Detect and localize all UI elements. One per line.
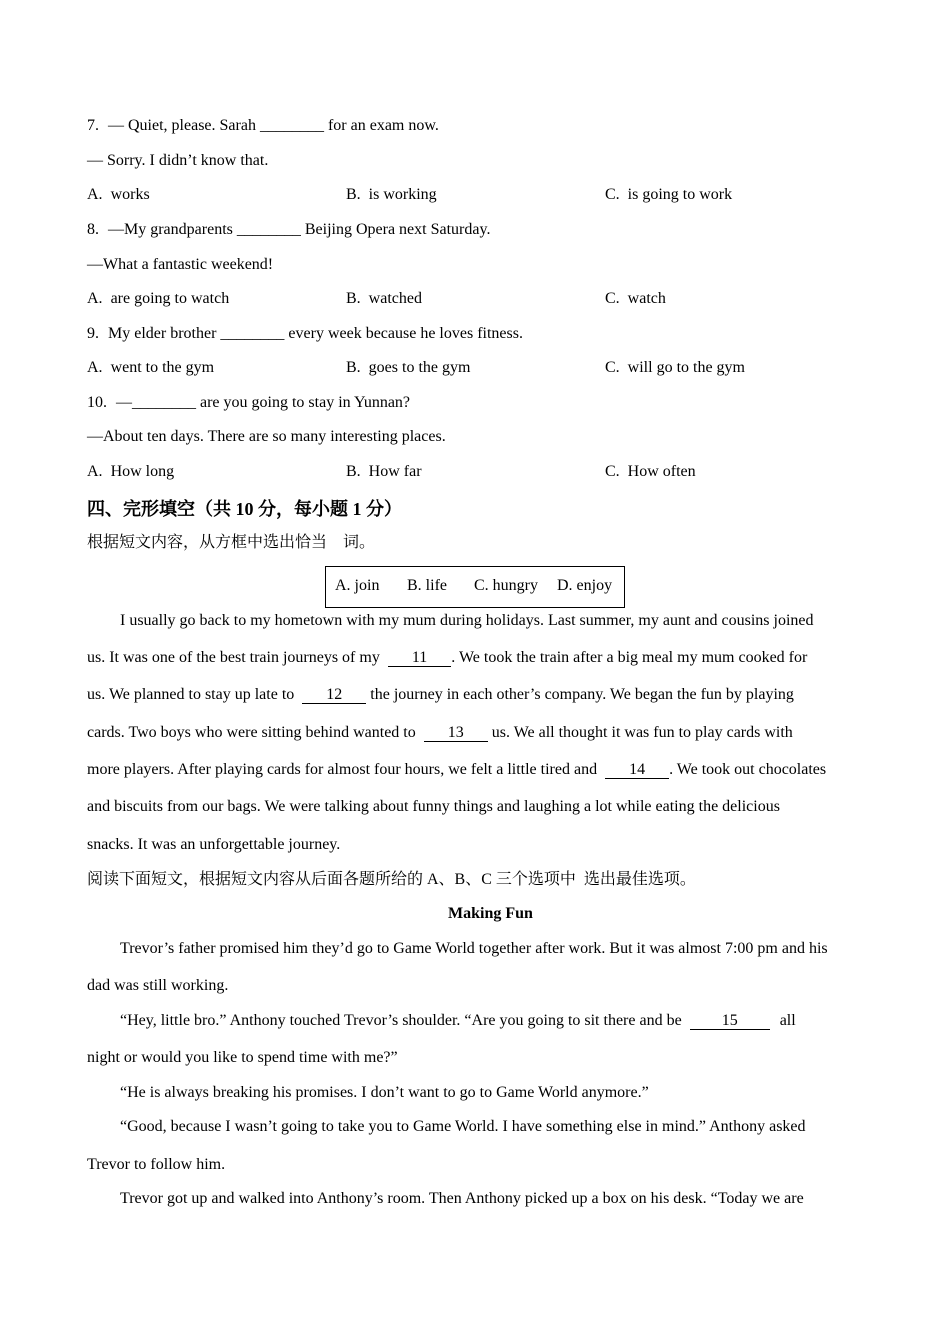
option-letter: B. xyxy=(346,186,361,203)
option-letter: A. xyxy=(87,463,103,480)
blank-13 xyxy=(424,725,488,742)
question-10-option-b xyxy=(346,462,422,482)
question-7-option-c xyxy=(605,185,732,205)
story-line: night or would you like to spend time with me?” xyxy=(87,1049,398,1066)
option-letter: C. xyxy=(605,463,620,480)
option-text: watched xyxy=(368,290,422,307)
option-text: How often xyxy=(627,463,696,480)
story-line: Trevor got up and walked into Anthony’s room. Then Anthony picked up a box on his desk. “Today we are xyxy=(120,1190,804,1207)
line-text: . We took the train after a big meal my mum cooked for xyxy=(451,649,808,666)
blank-11 xyxy=(388,650,451,667)
line-text: . We took out chocolates xyxy=(669,761,827,778)
passage-line xyxy=(87,723,793,743)
line-text: all xyxy=(775,1012,796,1029)
option-text: How long xyxy=(110,463,175,480)
blank-number: 12 xyxy=(326,686,343,703)
question-7-stem xyxy=(87,116,439,136)
option-letter: B. xyxy=(346,463,361,480)
question-number: 7. xyxy=(87,117,99,134)
story-title: Making Fun xyxy=(448,905,533,922)
question-9-option-a xyxy=(87,358,214,378)
option-letter: B. xyxy=(346,290,361,307)
question-7-option-b xyxy=(346,185,437,205)
option-letter: A. xyxy=(87,186,103,203)
option-text: works xyxy=(110,186,150,203)
question-7-option-a xyxy=(87,185,150,205)
option-text: is working xyxy=(368,186,437,203)
question-text: — Quiet, please. Sarah ________ for an exam now. xyxy=(108,117,439,134)
blank-12 xyxy=(302,687,366,704)
blank-number: 15 xyxy=(721,1012,738,1029)
word-option-b: B. life xyxy=(407,577,447,594)
question-9-option-c xyxy=(605,358,745,378)
story-line: dad was still working. xyxy=(87,977,229,994)
passage-line xyxy=(87,648,807,668)
line-text: more players. After playing cards for almost four hours, we felt a little tired and xyxy=(87,761,602,778)
option-text: watch xyxy=(627,290,666,307)
option-text: goes to the gym xyxy=(368,359,471,376)
story-line: “Good, because I wasn’t going to take you to Game World. I have something else in mind.” Anthony asked xyxy=(120,1118,806,1135)
blank-15 xyxy=(690,1013,770,1030)
option-text: are going to watch xyxy=(110,290,230,307)
option-letter: A. xyxy=(87,290,103,307)
question-8-stem xyxy=(87,220,490,240)
question-8-reply: —What a fantastic weekend! xyxy=(87,256,274,273)
word-box xyxy=(325,566,625,608)
blank-number: 14 xyxy=(629,761,646,778)
story-line: Trevor to follow him. xyxy=(87,1156,226,1173)
question-8-option-b xyxy=(346,289,422,309)
word-option-c: C. hungry xyxy=(474,577,538,594)
reading-instruction: 阅读下面短文，根据短文内容从后面各题所给的 A、B、C 三个选项中 选出最佳选项。 xyxy=(87,871,696,888)
passage-line xyxy=(87,685,794,705)
question-text: —________ are you going to stay in Yunnan? xyxy=(116,394,411,411)
line-text: us. We all thought it was fun to play cards with xyxy=(487,724,793,741)
option-text: went to the gym xyxy=(110,359,215,376)
question-10-stem xyxy=(87,393,410,413)
question-9-stem xyxy=(87,324,523,344)
question-number: 8. xyxy=(87,221,99,238)
line-text: cards. Two boys who were sitting behind wanted to xyxy=(87,724,420,741)
passage-line: I usually go back to my hometown with my mum during holidays. Last summer, my aunt and cousins joined xyxy=(120,612,814,629)
question-text: My elder brother ________ every week because he loves fitness. xyxy=(108,325,523,342)
question-9-option-b xyxy=(346,358,470,378)
section-heading: 四、完形填空（共 10 分，每小题 1 分） xyxy=(87,499,402,519)
line-text: the journey in each other’s company. We began the fun by playing xyxy=(366,686,794,703)
word-option-a: A. join xyxy=(335,577,380,594)
option-text: How far xyxy=(368,463,422,480)
question-8-option-c xyxy=(605,289,666,309)
blank-number: 11 xyxy=(411,649,428,666)
line-text: us. It was one of the best train journeys of my xyxy=(87,649,384,666)
question-7-reply: — Sorry. I didn’t know that. xyxy=(87,152,269,169)
passage-line: and biscuits from our bags. We were talking about funny things and laughing a lot while eating the delicious xyxy=(87,798,780,815)
question-8-option-a xyxy=(87,289,229,309)
question-10-option-a xyxy=(87,462,174,482)
word-option-d: D. enjoy xyxy=(557,577,613,594)
line-text: us. We planned to stay up late to xyxy=(87,686,299,703)
question-10-reply: —About ten days. There are so many interesting places. xyxy=(87,428,446,445)
option-letter: C. xyxy=(605,359,620,376)
story-line: Trevor’s father promised him they’d go to Game World together after work. But it was almost 7:00 pm and his xyxy=(120,940,828,957)
line-text: “Hey, little bro.” Anthony touched Trevor’s shoulder. “Are you going to sit there and be xyxy=(120,1012,686,1029)
question-10-option-c xyxy=(605,462,696,482)
option-text: is going to work xyxy=(627,186,733,203)
option-letter: B. xyxy=(346,359,361,376)
story-line: “He is always breaking his promises. I don’t want to go to Game World anymore.” xyxy=(120,1084,649,1101)
option-letter: C. xyxy=(605,186,620,203)
passage-line xyxy=(87,760,826,780)
blank-number: 13 xyxy=(447,724,464,741)
option-letter: A. xyxy=(87,359,103,376)
question-text: —My grandparents ________ Beijing Opera next Saturday. xyxy=(108,221,491,238)
option-letter: C. xyxy=(605,290,620,307)
question-number: 9. xyxy=(87,325,99,342)
story-line xyxy=(120,1011,796,1031)
question-number: 10. xyxy=(87,394,107,411)
section-instruction: 根据短文内容，从方框中选出恰当 词。 xyxy=(87,534,376,551)
passage-line: snacks. It was an unforgettable journey. xyxy=(87,836,341,853)
blank-14 xyxy=(605,762,669,779)
option-text: will go to the gym xyxy=(627,359,745,376)
